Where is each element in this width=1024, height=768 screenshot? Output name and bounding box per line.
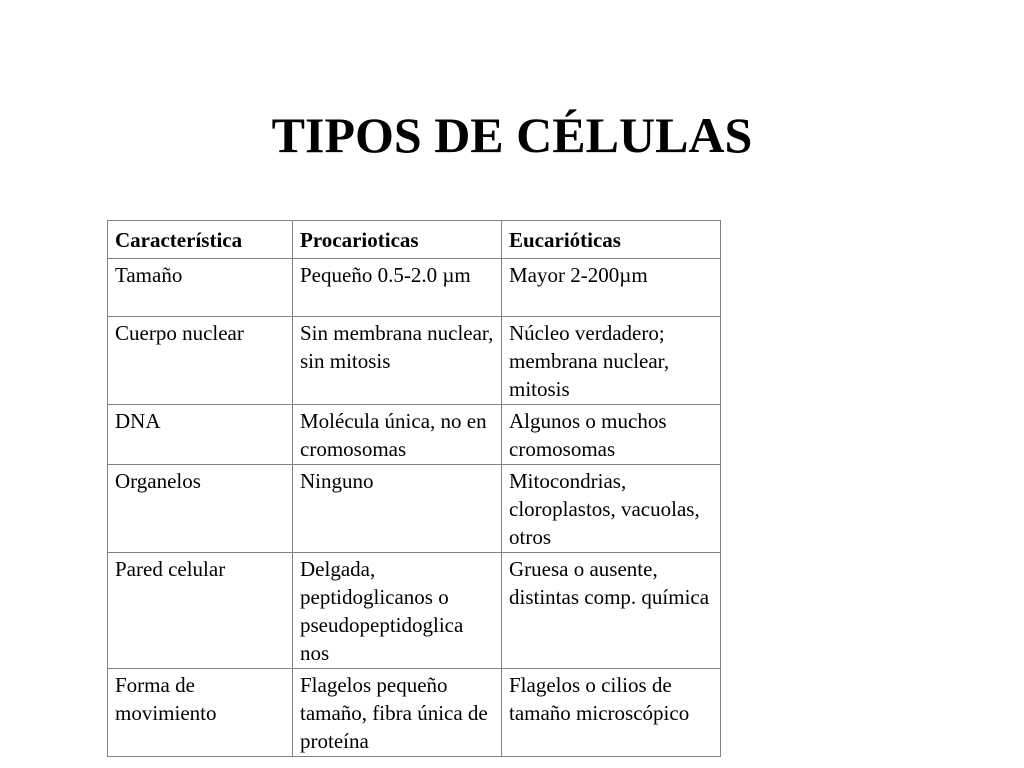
cell-types-table [107, 220, 721, 757]
header-eucarioticas: Eucarióticas [502, 221, 721, 259]
table-cell: Pared celular [108, 553, 293, 669]
table-header-row [108, 221, 721, 259]
table-row [108, 259, 721, 317]
table-cell: Gruesa o ausente, distintas comp. química [502, 553, 721, 669]
table-cell: DNA [108, 405, 293, 465]
table-cell: Flagelos pequeño tamaño, fibra única de proteína [293, 669, 502, 757]
table-row [108, 405, 721, 465]
table-row [108, 553, 721, 669]
table-cell: Forma de movimiento [108, 669, 293, 757]
header-caracteristica: Característica [108, 221, 293, 259]
header-procarioticas: Procarioticas [293, 221, 502, 259]
table-cell: Núcleo verdadero; membrana nuclear, mitosis [502, 317, 721, 405]
table-row [108, 465, 721, 553]
slide-title: TIPOS DE CÉLULAS [271, 107, 753, 163]
table-cell: Organelos [108, 465, 293, 553]
table-row [108, 669, 721, 757]
table-cell: Tamaño [108, 259, 293, 317]
table-cell: Algunos o muchos cromosomas [502, 405, 721, 465]
table-cell: Ninguno [293, 465, 502, 553]
table-cell: Sin membrana nuclear, sin mitosis [293, 317, 502, 405]
table-cell: Flagelos o cilios de tamaño microscópico [502, 669, 721, 757]
table-cell: Pequeño 0.5-2.0 µm [293, 259, 502, 317]
table-cell: Cuerpo nuclear [108, 317, 293, 405]
table-cell: Delgada, peptidoglicanos o pseudopeptidoglica nos [293, 553, 502, 669]
table-cell: Mitocondrias, cloroplastos, vacuolas, otros [502, 465, 721, 553]
table-cell: Mayor 2-200µm [502, 259, 721, 317]
table-row [108, 317, 721, 405]
table-cell: Molécula única, no en cromosomas [293, 405, 502, 465]
